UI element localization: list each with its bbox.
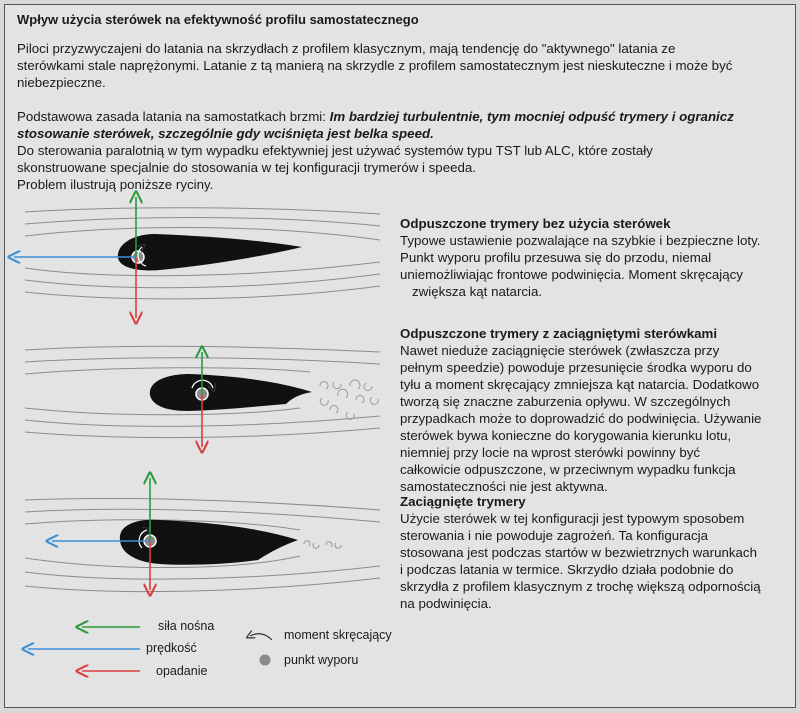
airfoil-wing	[118, 234, 302, 270]
section-line: tyłu a moment skręcający zmniejsza kąt natarcia. Dodatkowo	[400, 377, 760, 392]
section-line: Punkt wyporu profilu przesuwa się do przodu, niemal	[400, 250, 712, 265]
rule-line: Problem ilustrują poniższe ryciny.	[17, 177, 214, 192]
turbulence-swirls	[320, 380, 378, 419]
section-line: i podczas latania w termice. Skrzydło działa podobnie do	[400, 562, 734, 577]
airfoil-wing	[150, 374, 312, 411]
section-line: Nawet nieduże zaciągnięcie sterówek (zwłaszcza przy	[400, 343, 720, 358]
legend-cp-swatch	[260, 655, 271, 666]
section-line: skrzydła z profilem klasycznym z trochę większą odpornością	[400, 579, 761, 594]
legend-moment-swatch	[250, 634, 272, 640]
figure-1	[14, 197, 380, 318]
section-line: sterowania i nie powoduje zagrożeń. Ta konfiguracja	[400, 528, 708, 543]
rule-line: skonstruowane specjalnie do stosowania w tej konfiguracji trymerów i speeda.	[17, 160, 476, 175]
turbulence-swirls	[304, 541, 341, 548]
section-line: Użycie sterówek w tej konfiguracji jest typowym sposobem	[400, 511, 745, 526]
legend-moment-label: moment skręcający	[284, 628, 392, 642]
rule-emphasis-2: stosowanie sterówek, szczególnie gdy wciśnięta jest belka speed.	[17, 126, 434, 141]
section-line: niemniej przy locie na wprost sterówki powinny być	[400, 445, 701, 460]
legend-cp-label: punkt wyporu	[284, 653, 359, 667]
intro-line: niebezpieczne.	[17, 75, 106, 90]
section-line: na podwinięcia.	[400, 596, 492, 611]
legend-speed-label: prędkość	[146, 641, 197, 655]
section-line: uniemożliwiając frontowe podwinięcia. Moment skręcający	[400, 267, 743, 282]
rule-emphasis-1: Im bardziej turbulentnie, tym mocniej odpuść trymery i ogranicz	[329, 109, 734, 124]
section-line: zwiększa kąt natarcia.	[412, 284, 543, 299]
legend-lift-label: siła nośna	[158, 619, 215, 633]
page-title: Wpływ użycia sterówek na efektywność profilu samostatecznego	[17, 12, 419, 27]
legend-sink-label: opadanie	[156, 664, 208, 678]
section-heading: Odpuszczone trymery z zaciągniętymi sterówkami	[400, 326, 718, 341]
section-line: Typowe ustawienie pozwalające na szybkie i bezpieczne loty.	[400, 233, 761, 248]
section-line: samostateczności nie jest aktywna.	[400, 479, 608, 494]
intro-line: sterówkami stale naprężonymi. Latanie z tą manierą na skrzydle z profilem samostatecznym jest nieskuteczne i może być	[17, 58, 733, 73]
section-heading: Odpuszczone trymery bez użycia sterówek	[400, 216, 671, 231]
rule-line: Do sterowania paralotnią w tym wypadku efektywniej jest używać systemów typu TST lub ALC, które zostały	[17, 143, 653, 158]
section-line: tworzą się znaczne zaburzenia opływu. W szczególnych	[400, 394, 731, 409]
figure-2	[25, 346, 380, 447]
section-line: stosowana jest podczas startów w bezwietrznych warunkach	[400, 545, 757, 560]
intro-line: Piloci przyzwyczajeni do latania na skrzydłach z profilem klasycznym, mają tendencję do "aktywnego" latania ze	[17, 41, 676, 56]
section-line: całkowicie odpuszczone, w przeciwnym wypadku funkcja	[400, 462, 736, 477]
section-line: przypadkach może to doprowadzić do podwinięcia. Używanie	[400, 411, 762, 426]
figure-3	[25, 478, 380, 592]
section-line: pełnym speedzie) powoduje przesunięcie środka wyporu do	[400, 360, 752, 375]
section-line: sterówek bywa konieczne do korygowania kierunku lotu,	[400, 428, 732, 443]
rule-lead: Podstawowa zasada latania na samostatkach brzmi:	[17, 109, 330, 124]
section-heading: Zaciągnięte trymery	[400, 494, 526, 509]
